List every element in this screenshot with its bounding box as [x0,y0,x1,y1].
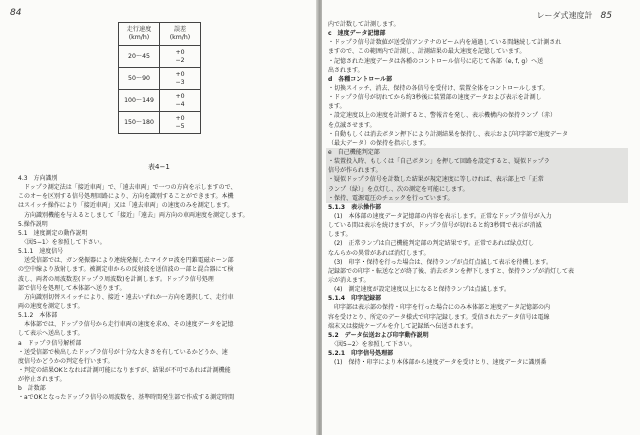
text-line: ・設定速度以上の速度を計測すると、警報音を発し、表示機構内の保持ランプ（赤） [328,112,557,120]
text-line: 記録部での印字・転送などが終了後、消去ボタンを押下しますと、保持ランプが消灯して表 [328,267,575,275]
text-line: 〈図5−1〉を参照して下さい。 [18,238,106,246]
text-line: （最大データ）の保持を指示します。 [328,139,430,147]
text-line: 方向識別切替スイッチにより、接近・遠去いずれか一方向を選択して、走行車 [18,293,234,301]
text-line: はスイッチ操作により「接近車両」又は「遠去車両」の速度のみを測定します。 [18,202,234,210]
text-line: 両の速度を測定します。 [18,302,84,310]
right-body-text [328,20,628,367]
table-header-row [119,23,201,46]
section-heading: 5.1.4 印字記録部 [328,295,382,303]
text-line: 容を受けとり、所定のデータ様式で印字記録します。受信されたデータ信号は電線 [328,313,550,321]
text-line: 〈図5−2〉を参照して下さい。 [328,340,416,348]
text-line: なんらかの異常があれば消灯します。 [328,249,430,257]
text-line: (1) 本体部の速度データ記憶部の内容を表示します。正常なドップラ信号が入力 [334,212,552,220]
table-row [119,90,201,112]
section-heading: 5.2 データ伝送および印字動作説明 [328,331,429,339]
text-line: このオーを区別する信号処理回路により、方向を識別することができます。本機 [18,193,234,201]
running-header-title: レーダ式速度計 [536,11,593,20]
text-line: ・aでOKとなったドップラ信号の周波数を、基準時間発生部で作成する測定時間 [18,394,235,402]
table-row [119,68,201,90]
text-line: を点滅させます。 [328,121,376,129]
table-header-error [160,23,201,46]
text-line: ・送受信部で検出したドップラ信号が十分な大きさを有しているかどうか、速 [18,348,228,356]
text-line: 5.1.2 本体部 [18,312,58,320]
left-page [0,0,318,435]
header-error-label: 誤差 (km/h) [169,26,191,41]
table-cell-error: +0 −3 [160,68,201,90]
text-line: ドップラ測定法は「接近車両」で、「遠去車両」で一つの方向を示しますので、 [18,184,237,192]
text-line: 度信号かどうかの判定を行います。 [18,357,114,365]
text-line: 4.3 方向識別 [18,175,58,182]
text-line: (3) 印字・保持を行った場合は、保持ランプが点灯点滅して表示を待機します。 [334,258,553,266]
table-cell-range: 50〜90 [119,68,160,90]
text-line: 5.操作説明 [18,220,48,228]
text-line: 信号が作られます。 [326,166,628,175]
speed-error-table [118,22,201,134]
text-line: 内で計数して計測します。 [328,21,400,28]
text-line: ます。 [328,103,346,111]
text-line: (4) 測定速度が設定速度以上になると保持ランプは点滅します。 [334,286,511,294]
text-line: 示が消えます。 [328,276,370,284]
table-row [119,112,201,134]
text-line: a ドップラ信号解析部 [18,339,82,347]
table-cell-range: 150〜180 [119,112,160,134]
text-line: している間は表示を続けますが、ドップラ信号が切れると約3秒間で表示が消滅 [328,222,542,230]
text-line: 方向識別機能を与えるとしまして「接近」「遠去」両方向の車両速度を測定します。 [18,211,249,219]
section-heading: c 速度データ記憶部 [328,30,386,38]
text-line: 部で信号を処理して本体部へ送ります。 [18,284,126,292]
text-line: 5.1 速度測定の動作説明 [18,229,88,237]
text-line: が停止されます。 [18,376,66,384]
left-page-number: 84 [10,8,22,18]
text-line: ・ドップラ信号が切れてから約3秒後に装置部の速度データおよび表示を計測し [328,94,542,102]
text-line: 本体部では、ドップラ信号から走行車両の速度を求め、その速度データを記憶 [18,321,234,329]
table-cell-range: 20〜45 [119,46,160,68]
text-line: ・装置投入時、もしくは「自己ボタン」を押して回路を設定すると、疑似ドップラ [326,157,628,166]
text-line: 出されます。 [328,66,364,74]
text-line: します。 [328,231,352,239]
table-cell-error: +0 −5 [160,112,201,134]
text-line: ますので、この範囲内で計測し、計測結果の最大速度を記憶しています。 [328,48,526,56]
text-line: 端末又は接続ケーブルを介して記録紙へ伝送されます。 [328,322,477,330]
text-line: ・記憶された速度データは各種のコントロール信号に応じて各部（e, f, g）へ送 [328,57,544,65]
section-heading: d 各種コントロール部 [328,75,393,83]
text-line: 5.1.1 速度信号 [18,248,64,256]
table-caption: 表4−1 [148,163,170,171]
text-line: b 計数部 [18,385,46,393]
left-body-text [18,174,308,403]
text-line: 波し、両者の周波数差(ドップラ周波数)を計測します。ドップラ信号処理 [18,275,214,283]
table-cell-error: +0 −2 [160,46,201,68]
text-line: 送受信部では、ガン発振器により連続発振したマイクロ波を円錐電磁ホーン部 [18,257,234,265]
text-line: 印字部は表示部の保持・印字を行った場合にのみ本体部と速度データ記憶部の内 [328,304,551,312]
text-line: の空中線より放射します。被測定車からの反射波を送信波の一部と混合器にて検 [18,266,234,274]
text-line: (2) 正常ランプは自己機能判定部の判定結果です。正常であれば緑点灯し [334,240,535,248]
header-speed-label: 走行速度 (km/h) [126,26,152,41]
text-line: (1) 保持・印字により本体部から速度データを受けとり、速度データに識別番 [334,359,547,367]
table-header-speed [119,23,160,46]
section-heading: 5.1.3 表示操作部 [328,203,382,211]
table-row [119,46,201,68]
text-line: ・ドップラ信号計数値が送受信アンテナのビーム内を通過している間継続して計測され [328,39,562,47]
text-line: ・自動もしくは消去ボタン押下により計測結果を保持し、表示および印字部で速度データ [328,130,569,138]
section-heading: 5.2.1 印字信号処理部 [328,350,394,358]
table-cell-range: 100〜149 [119,90,160,112]
table-cell-error: +0 −4 [160,90,201,112]
text-line: e 自己機能判定部 [326,148,628,157]
right-page [322,0,640,435]
text-line: ・保持、電源電圧のチェックを行っています。 [326,194,628,203]
text-line: ・判定の結果OKとなれば計測可能になりますが、結果が不可であれば計測機能 [18,366,231,374]
text-line: して表示へ送出します。 [18,330,84,338]
text-line: ・切換スイッチ、消去、保持の各信号を受付け、装置全体をコントロールします。 [328,84,549,92]
right-page-number: 85 [600,11,612,21]
text-line: ・疑似ドップラ信号を計数した結果が規定速度に等しければ、表示部上で「正常 [326,175,628,184]
text-line: ランプ（緑）」を点灯し、次の測定を可能にします。 [326,185,628,194]
